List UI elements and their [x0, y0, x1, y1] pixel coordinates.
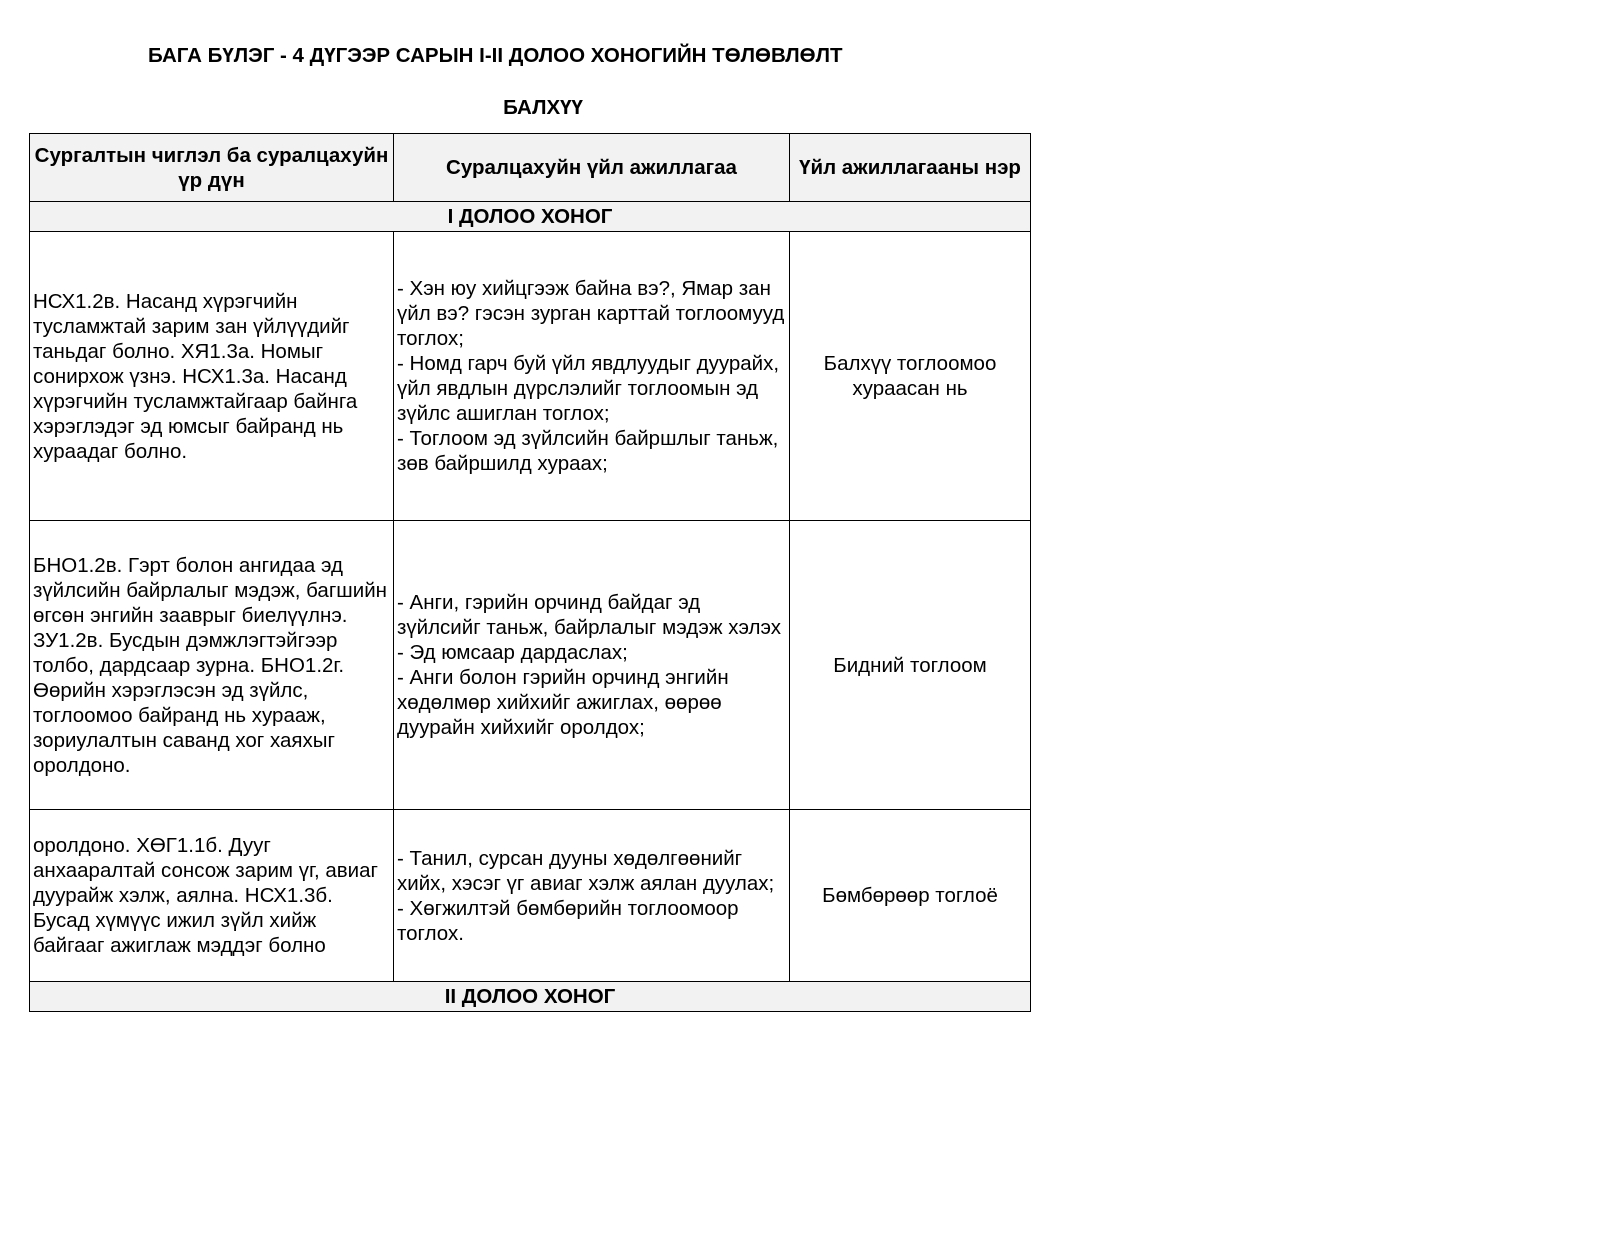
document-title: БАГА БҮЛЭГ - 4 ДҮГЭЭР САРЫН I-II ДОЛОО ХОНОГИЙН ТӨЛӨВЛӨЛТ — [148, 44, 843, 67]
outcome-cell: БНО1.2в. Гэрт болон ангидаа эд зүйлсийн байрлалыг мэдэж, багшийн өгсөн энгийн зааврыг биелүүлнэ. ЗУ1.2в. Бусдын дэмжлэгтэйгээр толбо, дардсаар зурна. БНО1.2г. Өөрийн хэрэглэсэн эд зүйлс, тоглоомоо байранд нь хурааж, зориулалтын саванд хог хаяхыг оролдоно. — [30, 521, 394, 810]
week-2-label: II ДОЛОО ХОНОГ — [30, 982, 1031, 1012]
document-subtitle: БАЛХҮҮ — [503, 96, 583, 119]
activity-name-cell: Бөмбөрөөр тоглоё — [790, 810, 1031, 982]
outcome-cell: НСХ1.2в. Насанд хүрэгчийн тусламжтай зарим зан үйлүүдийг таньдаг болно. ХЯ1.3а. Номыг сонирхож үзнэ. НСХ1.3а. Насанд хүрэгчийн тусламжтайгаар байнга хэрэглэдэг эд юмсыг байранд нь хураадаг болно. — [30, 232, 394, 521]
table-row — [30, 810, 1031, 982]
table-header-row — [30, 134, 1031, 202]
plan-table — [29, 133, 1031, 1012]
header-activities: Суралцахуйн үйл ажиллагаа — [394, 134, 790, 202]
table-row — [30, 521, 1031, 810]
activities-cell: - Анги, гэрийн орчинд байдаг эд зүйлсийг таньж, байрлалыг мэдэж хэлэх - Эд юмсаар дардаслах; - Анги болон гэрийн орчинд энгийн хөдөлмөр хийхийг ажиглах, өөрөө дуурайн хийхийг оролдох; — [394, 521, 790, 810]
activities-cell: - Танил, сурсан дууны хөдөлгөөнийг хийх, хэсэг үг авиаг хэлж аялан дуулах; - Хөгжилтэй бөмбөрийн тоглоомоор тоглох. — [394, 810, 790, 982]
week-1-row — [30, 202, 1031, 232]
activity-name-cell: Балхүү тоглоомоо хураасан нь — [790, 232, 1031, 521]
outcome-cell: оролдоно. ХӨГ1.1б. Дууг анхааралтай сонсож зарим үг, авиаг дуурайж хэлж, аялна. НСХ1.3б. Бусад хүмүүс ижил зүйл хийж байгааг ажиглаж мэддэг болно — [30, 810, 394, 982]
table-row — [30, 232, 1031, 521]
header-outcome: Сургалтын чиглэл ба суралцахуйн үр дүн — [30, 134, 394, 202]
activities-cell: - Хэн юу хийцгээж байна вэ?, Ямар зан үйл вэ? гэсэн зурган карттай тоглоомууд тоглох; - Номд гарч буй үйл явдлуудыг дуурайх, үйл явдлын дүрслэлийг тоглоомын эд зүйлс ашиглан тоглох; - Тоглоом эд зүйлсийн байршлыг таньж, зөв байршилд хураах; — [394, 232, 790, 521]
activity-name-cell: Бидний тоглоом — [790, 521, 1031, 810]
week-2-row — [30, 982, 1031, 1012]
week-1-label: I ДОЛОО ХОНОГ — [30, 202, 1031, 232]
header-activity-name: Үйл ажиллагааны нэр — [790, 134, 1031, 202]
